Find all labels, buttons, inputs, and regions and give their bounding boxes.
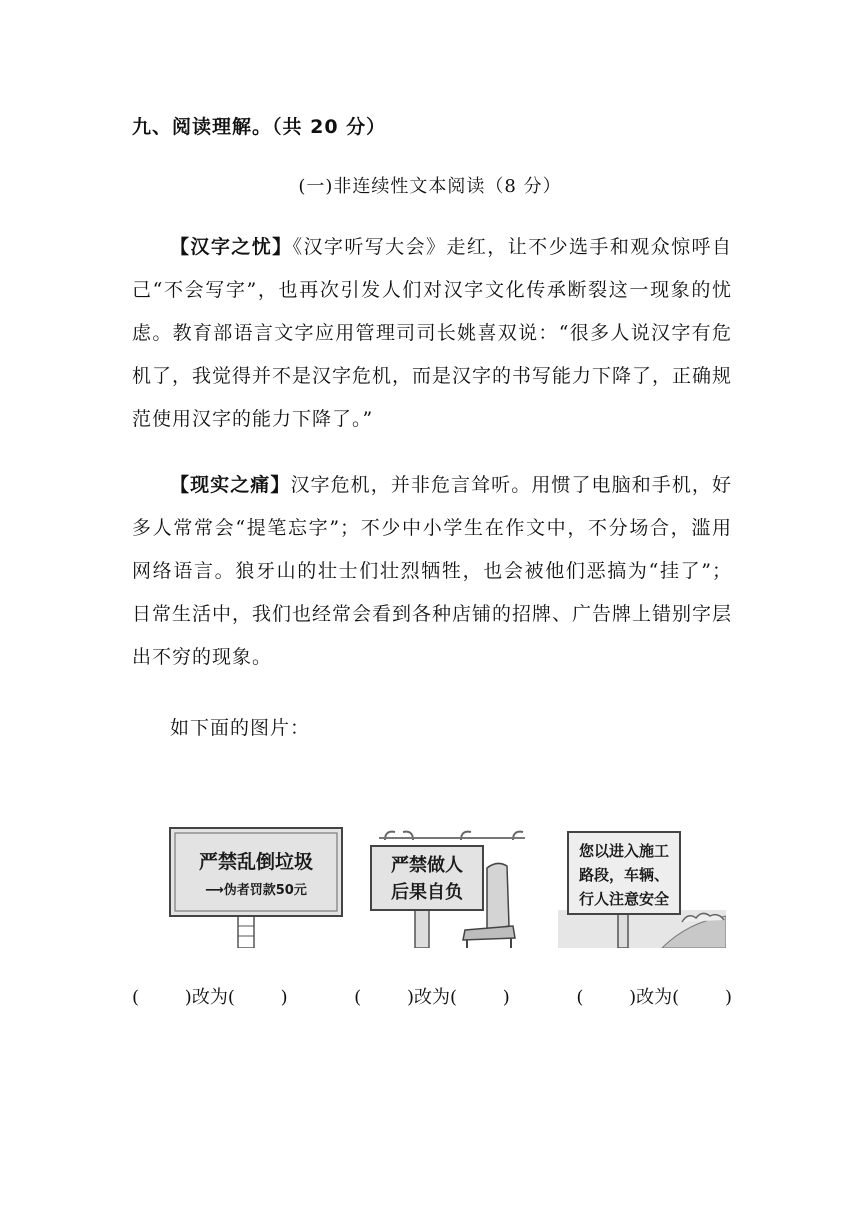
paragraph-text: 汉字危机，并非危言耸听。用惯了电脑和手机，好多人常常会“提笔忘字”；不少中小学生在作文中，不分场合，滥用网络语言。狼牙山的壮士们壮烈牺牲，也会被他们恶搞为“挂了”；日常生活中，我们也经常会看到各种店铺的招牌、广告牌上错别字层出不穷的现象。: [132, 474, 733, 668]
subsection-title: (一)非连续性文本阅读（8 分）: [298, 176, 562, 197]
sign-text-line2: 后果自负: [391, 882, 463, 903]
sign-text-line2: 路段，车辆、: [578, 866, 670, 884]
answer-blank-2[interactable]: ( )改为( ): [354, 987, 510, 1008]
paragraph-tag: 【汉字之忧】: [170, 236, 293, 258]
sign-post: [238, 916, 254, 948]
paragraph-reality-pain: [132, 464, 732, 679]
sign-post: [415, 906, 429, 948]
paragraph-tag: 【现实之痛】: [170, 474, 291, 496]
sign-text-line3: 行人注意安全: [578, 890, 670, 908]
sign-post: [618, 912, 628, 948]
paragraph-hanzi-worry: [132, 226, 732, 441]
sign-text-line1: 严禁乱倒垃圾: [198, 851, 314, 873]
sign-text-line2: ⟶伪者罚款50元: [205, 883, 307, 898]
section-title: 九、阅读理解。（共 20 分）: [132, 116, 387, 138]
sign-text-line1: 您以进入施工: [578, 842, 670, 860]
image-lead-text: 如下面的图片：: [170, 717, 311, 739]
sign-image-garbage: [168, 826, 344, 948]
sign-image-construction: [558, 826, 726, 948]
answer-blank-3[interactable]: ( )改为( ): [576, 987, 732, 1008]
paragraph-text: 《汉字听写大会》走红，让不少选手和观众惊呼自己“不会写字”，也再次引发人们对汉字文化传承断裂这一现象的忧虑。教育部语言文字应用管理司司长姚喜双说：“很多人说汉字有危机了，我觉得并不是汉字危机，而是汉字的书写能力下降了，正确规范使用汉字的能力下降了。”: [132, 236, 733, 430]
answer-blank-1[interactable]: ( )改为( ): [132, 987, 288, 1008]
chair-icon: [487, 863, 509, 930]
answer-blanks: [132, 983, 732, 1009]
sign-text-line1: 严禁做人: [391, 855, 463, 876]
sign-image-person: [365, 826, 529, 948]
